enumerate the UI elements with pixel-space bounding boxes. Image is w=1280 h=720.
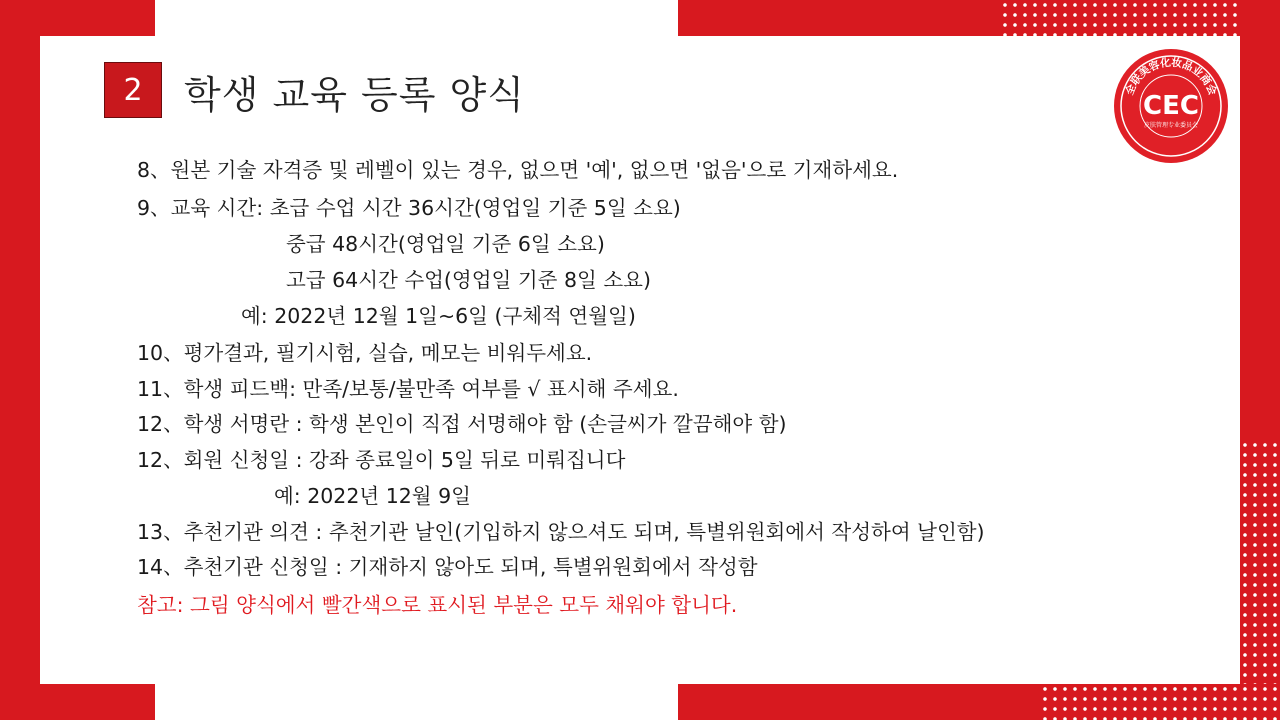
instruction-line-9-advanced: 고급 64시간 수업(영업일 기준 8일 소요) [286,268,651,292]
section-number-badge: 2 [104,62,162,118]
dot-pattern-top [1000,0,1240,36]
seal-sub-text: 皮肤管理专业委员会 [1143,122,1199,129]
instruction-line-10: 10、평가결과, 필기시험, 실습, 메모는 비워두세요. [137,341,593,365]
frame-bottom-left-band [0,684,155,720]
instruction-line-12-signature: 12、학생 서명란 : 학생 본인이 직접 서명해야 함 (손글씨가 깔끔해야 함) [137,412,787,436]
instruction-line-9-example: 예: 2022년 12월 1일~6일 (구체적 연월일) [241,304,636,328]
page-title: 학생 교육 등록 양식 [184,73,525,117]
instruction-line-8: 8、원본 기술 자격증 및 레벨이 있는 경우, 없으면 '예', 없으면 '없음'으로 기재하세요. [137,158,899,182]
instruction-line-11: 11、학생 피드백: 만족/보통/불만족 여부를 √ 표시해 주세요. [137,377,679,401]
dot-pattern-bottom [1040,684,1280,720]
instruction-line-9-intermediate: 중급 48시간(영업일 기준 6일 소요) [286,232,605,256]
seal-main-text: CEC [1143,91,1199,121]
organization-seal-icon [1113,48,1229,164]
seal-arc-text: 全联美容化妆品业商会 [1123,56,1219,97]
instruction-line-14: 14、추천기관 신청일 : 기재하지 않아도 되며, 특별위원회에서 작성함 [137,555,758,579]
frame-top-left-band [0,0,155,36]
dot-pattern-right [1240,440,1280,684]
instruction-line-12-example: 예: 2022년 12월 9일 [274,484,471,508]
red-note: 참고: 그림 양식에서 빨간색으로 표시된 부분은 모두 채워야 합니다. [137,593,738,617]
instruction-line-13: 13、추천기관 의견 : 추천기관 날인(기입하지 않으셔도 되며, 특별위원회에서 작성하여 날인함) [137,520,985,544]
frame-left-band [0,36,40,684]
instruction-line-12-application: 12、회원 신청일 : 강좌 종료일이 5일 뒤로 미뤄집니다 [137,448,626,472]
instruction-line-9: 9、교육 시간: 초급 수업 시간 36시간(영업일 기준 5일 소요) [137,196,681,220]
